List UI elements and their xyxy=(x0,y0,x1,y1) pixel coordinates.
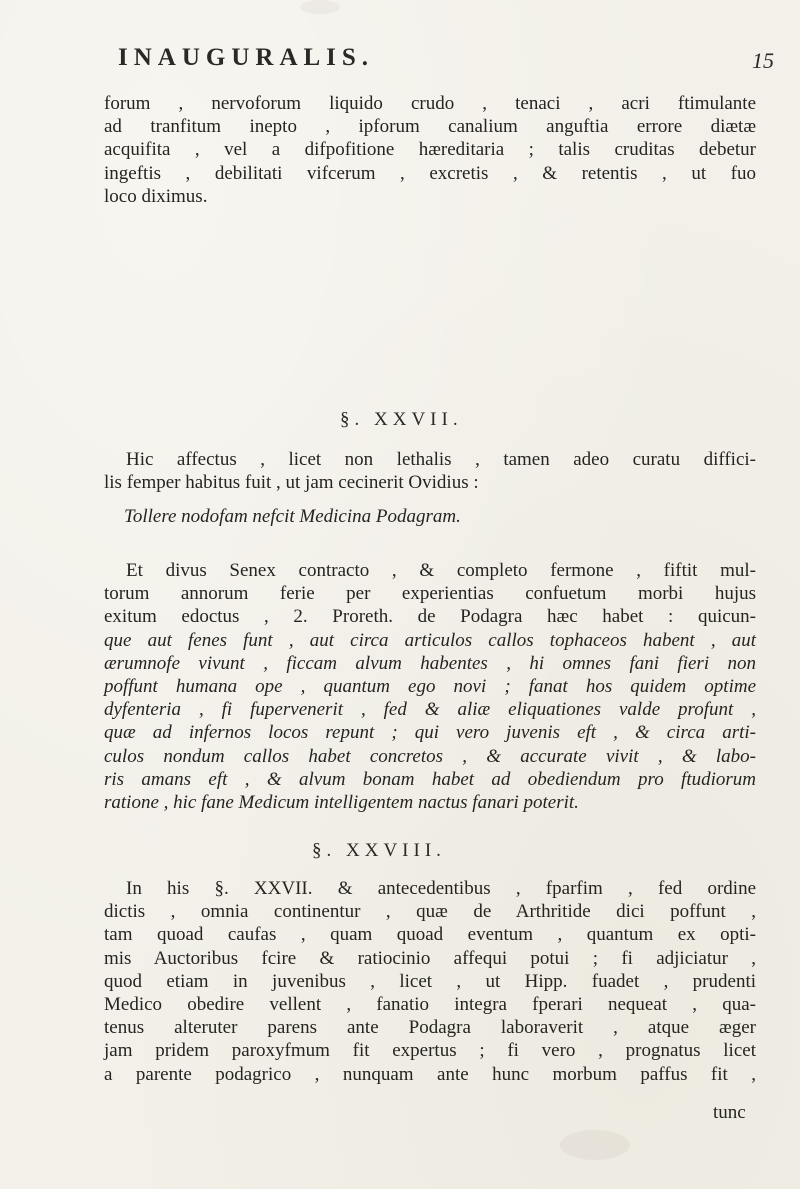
text-line: dictis , omnia continentur , quæ de Arthritide dici poffunt , xyxy=(104,901,756,923)
running-title: INAUGURALIS. xyxy=(118,44,375,71)
paper-stain xyxy=(300,0,340,14)
text-line: que aut fenes funt , aut circa articulos callos tophaceos habent , aut xyxy=(104,629,756,651)
text-line: quæ ad infernos locos repunt ; qui vero juvenis eft , & circa arti- xyxy=(104,722,756,744)
text-line: ærumnofe vivunt , ficcam alvum habentes , hi omnes fani fieri non xyxy=(104,652,756,674)
paragraph-xxvii xyxy=(104,448,756,494)
text-line: a parente podagrico , nunquam ante hunc morbum paffus fit , xyxy=(104,1063,756,1085)
text-line: ratione , hic fane Medicum intelligentem nactus fanari poterit. xyxy=(104,792,579,814)
page-number: 15 xyxy=(752,48,774,73)
text-line: In his §. XXVII. & antecedentibus , fparfim , fed ordine xyxy=(126,878,756,899)
text-line: torum annorum ferie per experientias confuetum morbi hujus xyxy=(104,583,756,605)
catchword: tunc xyxy=(713,1102,746,1123)
text-line: dyfenteria , fi fupervenerit , fed & aliæ eliquationes valde profunt , xyxy=(104,699,756,721)
text-line: quod etiam in juvenibus , licet , ut Hipp. fuadet , prudenti xyxy=(104,970,756,992)
text-line: acquifita , vel a difpofitione hæreditaria ; talis cruditas debetur xyxy=(104,139,756,161)
text-line: lis femper habitus fuit , ut jam cecinerit Ovidius : xyxy=(104,472,479,494)
text-line: forum , nervoforum liquido crudo , tenaci , acri ftimulante xyxy=(104,93,756,114)
text-line: ad tranfitum inepto , ipforum canalium anguftia errore diætæ xyxy=(104,116,756,138)
text-line: jam pridem paroxyfmum fit expertus ; fi vero , prognatus licet xyxy=(104,1040,756,1062)
text-line: ingeftis , debilitati vifcerum , excretis , & retentis , ut fuo xyxy=(104,162,756,184)
verse-quotation: Tollere nodofam nefcit Medicina Podagram. xyxy=(124,506,461,527)
paragraph-xxviii xyxy=(104,877,756,1086)
text-line: Hic affectus , licet non lethalis , tamen adeo curatu diffici- xyxy=(126,449,756,470)
text-line: mis Auctoribus fcire & ratiocinio affequi potui ; fi adjiciatur , xyxy=(104,947,756,969)
text-line: tam quoad caufas , quam quoad eventum , quantum ex opti- xyxy=(104,924,756,946)
text-line: tenus alteruter parens ante Podagra laboraverit , atque æger xyxy=(104,1017,756,1039)
section-heading-xxviii: §. XXVIII. xyxy=(312,840,446,861)
section-heading-xxvii: §. XXVII. xyxy=(340,409,463,430)
text-line: Et divus Senex contracto , & completo fermone , fiftit mul- xyxy=(126,560,756,581)
paragraph-continuation xyxy=(104,92,756,208)
text-line: poffunt humana ope , quantum ego novi ; fanat hos quidem optime xyxy=(104,676,756,698)
text-line: ris amans eft , & alvum bonam habet ad obediendum pro ftudiorum xyxy=(104,768,756,790)
text-line: Medico obedire vellent , fanatio integra fperari nequeat , qua- xyxy=(104,994,756,1016)
paper-stain xyxy=(560,1130,630,1160)
paragraph-hippocrates xyxy=(104,559,756,814)
text-line: loco diximus. xyxy=(104,185,208,207)
text-line: culos nondum callos habet concretos , & accurate vivit , & labo- xyxy=(104,745,756,767)
text-line: exitum edoctus , 2. Proreth. de Podagra hæc habet : quicun- xyxy=(104,606,756,628)
